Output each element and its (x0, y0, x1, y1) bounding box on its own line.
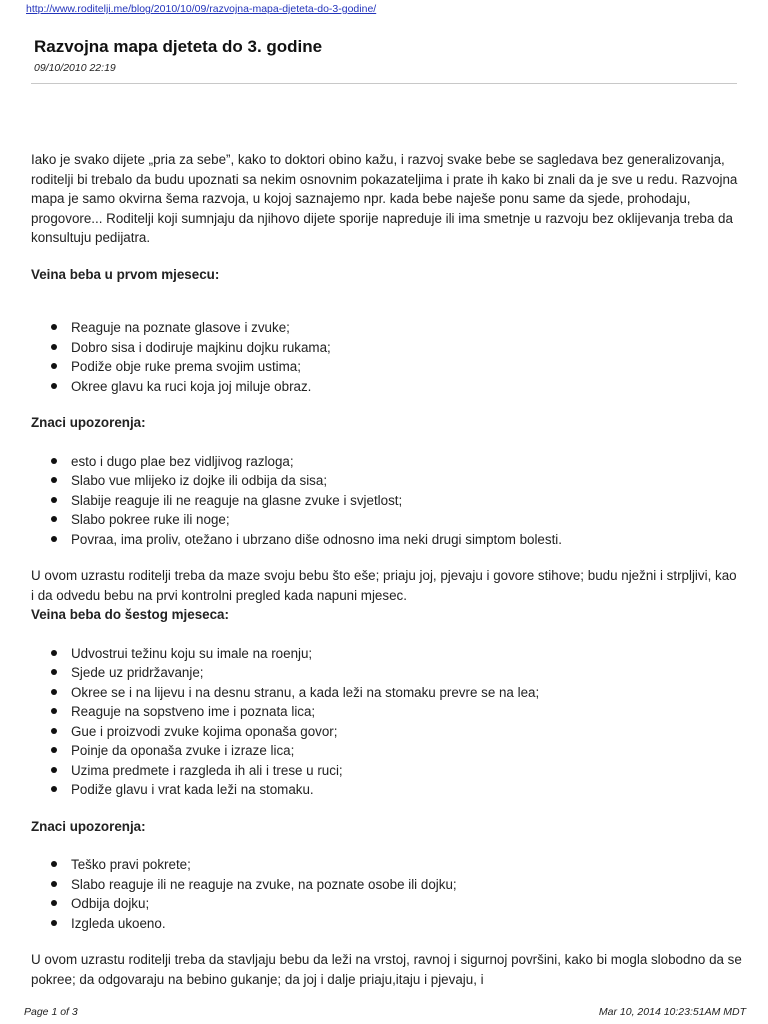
list-item-text: Odbija dojku; (71, 896, 150, 911)
list-item (71, 702, 743, 722)
list-item-text: Izgleda ukoeno. (71, 915, 166, 931)
list-item-text: Podiže obje ruke prema svojim ustima; (71, 359, 301, 374)
bullet-icon (51, 458, 57, 464)
list-item (71, 644, 743, 664)
care-paragraph-1: U ovom uzrastu roditelji treba da maze svoju bebu što eše; priaju joj, pjevaju i govore stihove; budu nježni i strpljivi, kao i da odvedu bebu na prvi kontrolni pregled kada napuni mjesec. (31, 568, 737, 603)
bullet-icon (51, 708, 57, 714)
list-item (71, 894, 743, 914)
list-item (71, 491, 743, 511)
bullet-icon (51, 689, 57, 695)
warning-signs-list-2 (31, 855, 743, 933)
list-item-text: Gue i proizvodi zvuke kojima oponaša govor; (71, 723, 338, 739)
list-item-text: Slabo reaguje ili ne reaguje na zvuke, na poznate osobe ili dojku; (71, 876, 457, 892)
list-item (71, 510, 743, 530)
bullet-icon (51, 344, 57, 350)
bullet-icon (51, 669, 57, 675)
list-item (71, 663, 743, 683)
section-heading-first-month: Veina beba u prvom mjesecu: (31, 266, 220, 282)
header-divider (31, 83, 737, 84)
bullet-icon (51, 747, 57, 753)
list-item (71, 741, 743, 761)
list-item (71, 357, 743, 377)
care-paragraph-2: U ovom uzrastu roditelji treba da stavljaju bebu da leži na vrstoj, ravnoj i sigurnoj površini, kako bi mogla slobodno da se pokree; da odgovaraju na bebino gukanje; da joj i dalje priaju,itaju i pjevaju, i (31, 952, 742, 987)
list-item-text: Slabije reaguje ili ne reaguje na glasne zvuke i svjetlost; (71, 492, 403, 508)
list-item (71, 722, 743, 742)
list-item (71, 318, 743, 338)
list-item-text: Reaguje na sopstveno ime i poznata lica; (71, 704, 316, 719)
list-item (71, 875, 743, 895)
article-date: 09/10/2010 22:19 (34, 62, 116, 74)
list-item-text: Podiže glavu i vrat kada leži na stomaku. (71, 782, 314, 797)
section-heading-six-months: Veina beba do šestog mjeseca: (31, 607, 229, 622)
intro-paragraph: Iako je svako dijete „pria za sebe”, kako to doktori obino kažu, i razvoj svake bebe se sagledava bez generalizovanja, roditelji bi trebalo da budu upoznati sa nekim osnovnim pokazateljima i prate ih kako bi znali da je sve u redu. Razvojna mapa je samo okvirna šema razvoja, u kojoj saznajemo npr. kada bebe naješe ponu same da sjede, prohodaju, progovore... Roditelji koji sumnjaju da njihovo dijete sporije napreduje ili ima smetnje u razvoju bez oklijevanja treba da konsultuju pedijatra. (31, 152, 738, 245)
bullet-icon (51, 324, 57, 330)
page-url-link[interactable]: http://www.roditelji.me/blog/2010/10/09/razvojna-mapa-djeteta-do-3-godine/ (26, 3, 377, 15)
list-item (71, 914, 743, 934)
print-timestamp: Mar 10, 2014 10:23:51AM MDT (598, 1006, 746, 1018)
list-item-text: Okree se i na lijevu i na desnu stranu, a kada leži na stomaku prevre se na lea; (71, 684, 540, 700)
list-item (71, 683, 743, 703)
list-item (71, 761, 743, 781)
list-item-text: esto i dugo plae bez vidljivog razloga; (71, 453, 294, 469)
bullet-icon (51, 881, 57, 887)
bullet-icon (51, 786, 57, 792)
bullet-icon (51, 767, 57, 773)
bullet-icon (51, 900, 57, 906)
list-item-text: Teško pravi pokrete; (71, 857, 191, 872)
bullet-icon (51, 497, 57, 503)
list-item (71, 377, 743, 397)
first-month-list (31, 318, 743, 396)
list-item (71, 530, 743, 550)
list-item-text: Dobro sisa i dodiruje majkinu dojku rukama; (71, 339, 331, 355)
list-item-text: Sjede uz pridržavanje; (71, 665, 204, 680)
list-item-text: Okree glavu ka ruci koja joj miluje obraz. (71, 378, 312, 394)
list-item-text: Slabo vue mlijeko iz dojke ili odbija da sisa; (71, 473, 328, 488)
list-item-text: Povraa, ima proliv, otežano i ubrzano diše odnosno ima neki drugi simptom bolesti. (71, 531, 562, 547)
list-item-text: Poinje da oponaša zvuke i izraze lica; (71, 743, 295, 758)
section-heading-warning-signs-2: Znaci upozorenja: (31, 818, 146, 834)
list-item (71, 338, 743, 358)
six-months-list (31, 644, 743, 800)
bullet-icon (51, 383, 57, 389)
bullet-icon (51, 728, 57, 734)
list-item-text: Reaguje na poznate glasove i zvuke; (71, 320, 290, 335)
list-item-text: Slabo pokree ruke ili noge; (71, 512, 230, 527)
section-heading-warning-signs-1: Znaci upozorenja: (31, 415, 146, 430)
list-item (71, 471, 743, 491)
list-item-text: Uzima predmete i razgleda ih ali i trese u ruci; (71, 762, 343, 778)
bullet-icon (51, 536, 57, 542)
bullet-icon (51, 363, 57, 369)
bullet-icon (51, 861, 57, 867)
list-item (71, 780, 743, 800)
list-item-text: Udvostrui težinu koju su imale na roenju; (71, 645, 313, 661)
bullet-icon (51, 477, 57, 483)
bullet-icon (51, 920, 57, 926)
article-body (31, 150, 743, 989)
warning-signs-list-1 (31, 452, 743, 550)
list-item (71, 452, 743, 472)
bullet-icon (51, 650, 57, 656)
article-title: Razvojna mapa djeteta do 3. godine (34, 37, 323, 56)
bullet-icon (51, 516, 57, 522)
page-number: Page 1 of 3 (24, 1006, 78, 1018)
list-item (71, 855, 743, 875)
